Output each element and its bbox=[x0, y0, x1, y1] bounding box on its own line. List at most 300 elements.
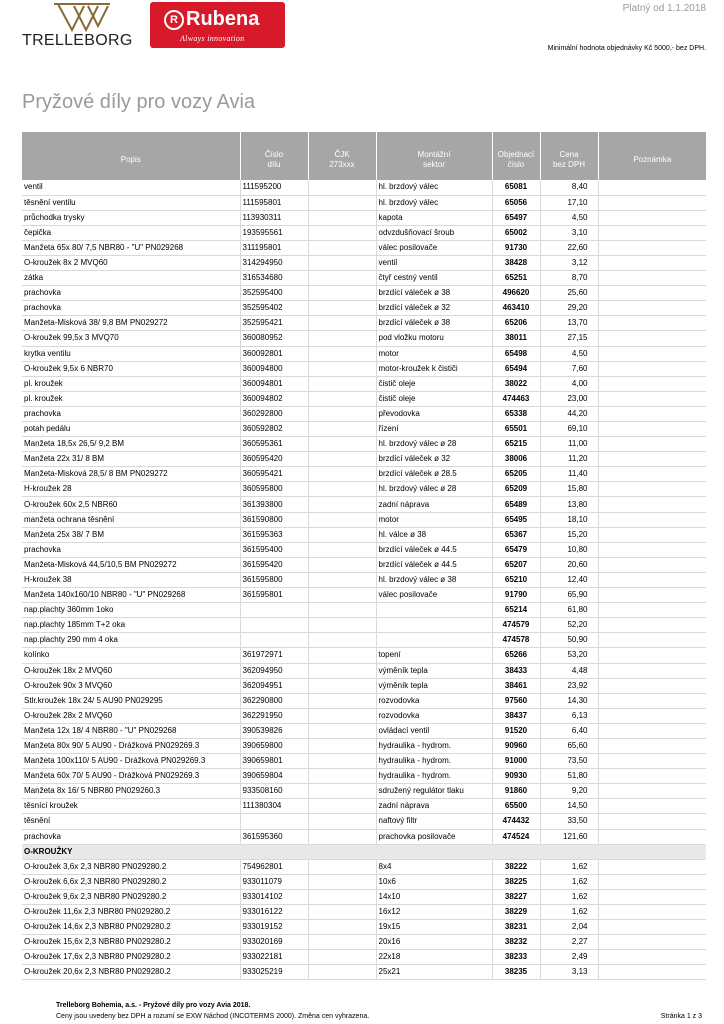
cell-dil: 360080952 bbox=[240, 331, 308, 346]
cell-cena: 4,00 bbox=[540, 376, 598, 391]
cell-popis: O-kroužek 6,6x 2,3 NBR80 PN029280.2 bbox=[22, 874, 240, 889]
cell-popis: O-kroužek 3,6x 2,3 NBR80 PN029280.2 bbox=[22, 859, 240, 874]
cell-cjk bbox=[308, 391, 376, 406]
cell-pozn bbox=[598, 829, 706, 844]
cell-cjk bbox=[308, 376, 376, 391]
cell-dil: 361595400 bbox=[240, 542, 308, 557]
cell-cjk bbox=[308, 648, 376, 663]
cell-cena: 3,10 bbox=[540, 225, 598, 240]
cell-obj: 463410 bbox=[492, 301, 540, 316]
cell-cjk bbox=[308, 316, 376, 331]
cell-dil bbox=[240, 814, 308, 829]
table-row bbox=[22, 754, 706, 769]
cell-cjk bbox=[308, 467, 376, 482]
rubena-logo-name: Rubena bbox=[186, 8, 260, 30]
cell-pozn bbox=[598, 633, 706, 648]
table-row bbox=[22, 859, 706, 874]
column-header-line2: sektor bbox=[423, 160, 445, 169]
cell-obj: 65081 bbox=[492, 180, 540, 195]
column-header bbox=[308, 132, 376, 180]
cell-pozn bbox=[598, 452, 706, 467]
rubena-logo bbox=[150, 2, 285, 48]
cell-cjk bbox=[308, 618, 376, 633]
cell-sektor: 8x4 bbox=[376, 859, 492, 874]
cell-pozn bbox=[598, 195, 706, 210]
cell-pozn bbox=[598, 240, 706, 255]
cell-dil bbox=[240, 633, 308, 648]
cell-sektor: hydraulika - hydrom. bbox=[376, 769, 492, 784]
cell-sektor: motor bbox=[376, 346, 492, 361]
trelleborg-logo-text: TRELLEBORG bbox=[22, 32, 133, 49]
cell-cjk bbox=[308, 935, 376, 950]
cell-dil: 113930311 bbox=[240, 210, 308, 225]
cell-obj: 38225 bbox=[492, 874, 540, 889]
column-header-line2: Poznámka bbox=[633, 155, 672, 164]
cell-sektor: válec posilovače bbox=[376, 588, 492, 603]
cell-sektor: brzdící váleček ø 38 bbox=[376, 316, 492, 331]
cell-obj: 38233 bbox=[492, 950, 540, 965]
cell-obj: 474578 bbox=[492, 633, 540, 648]
cell-cena: 23,92 bbox=[540, 678, 598, 693]
cell-obj: 91520 bbox=[492, 723, 540, 738]
cell-pozn bbox=[598, 422, 706, 437]
column-header-line2: dílu bbox=[267, 160, 281, 169]
cell-cena: 73,50 bbox=[540, 754, 598, 769]
cell-cjk bbox=[308, 663, 376, 678]
cell-cena: 14,30 bbox=[540, 693, 598, 708]
cell-cjk bbox=[308, 301, 376, 316]
cell-sektor: zadní náprava bbox=[376, 497, 492, 512]
cell-cjk bbox=[308, 482, 376, 497]
cell-dil: 361595801 bbox=[240, 588, 308, 603]
cell-obj: 38229 bbox=[492, 905, 540, 920]
cell-sektor: výměník tepla bbox=[376, 678, 492, 693]
cell-dil: 360595800 bbox=[240, 482, 308, 497]
cell-sektor: hydraulika - hydrom. bbox=[376, 754, 492, 769]
table-row bbox=[22, 557, 706, 572]
trelleborg-mark-icon bbox=[52, 2, 112, 32]
table-row bbox=[22, 935, 706, 950]
cell-popis: prachovka bbox=[22, 286, 240, 301]
cell-sektor: 16x12 bbox=[376, 905, 492, 920]
cell-cjk bbox=[308, 905, 376, 920]
column-header bbox=[22, 132, 240, 180]
cell-cena: 4,48 bbox=[540, 663, 598, 678]
cell-obj: 65497 bbox=[492, 210, 540, 225]
cell-popis: kolínko bbox=[22, 648, 240, 663]
table-row bbox=[22, 210, 706, 225]
cell-cena: 6,40 bbox=[540, 723, 598, 738]
cell-dil: 390659800 bbox=[240, 738, 308, 753]
cell-sektor: hl. brzdový válec ø 28 bbox=[376, 482, 492, 497]
cell-pozn bbox=[598, 603, 706, 618]
cell-obj: 91860 bbox=[492, 784, 540, 799]
cell-cena: 2,49 bbox=[540, 950, 598, 965]
cell-popis: O-kroužek 28x 2 MVQ60 bbox=[22, 708, 240, 723]
cell-cjk bbox=[308, 723, 376, 738]
table-row bbox=[22, 678, 706, 693]
cell-popis: Manžeta 60x 70/ 5 AU90 - Drážková PN029269.3 bbox=[22, 769, 240, 784]
cell-obj: 65214 bbox=[492, 603, 540, 618]
cell-popis: potah pedálu bbox=[22, 422, 240, 437]
cell-popis: nap.plachty 185mm T+2 oka bbox=[22, 618, 240, 633]
cell-dil: 360592802 bbox=[240, 422, 308, 437]
cell-popis: ventil bbox=[22, 180, 240, 195]
cell-pozn bbox=[598, 663, 706, 678]
cell-sektor: brzdící váleček ø 32 bbox=[376, 301, 492, 316]
cell-pozn bbox=[598, 738, 706, 753]
cell-pozn bbox=[598, 391, 706, 406]
price-table bbox=[22, 132, 706, 980]
cell-obj: 38006 bbox=[492, 452, 540, 467]
table-row bbox=[22, 663, 706, 678]
footer-note: Ceny jsou uvedeny bez DPH a rozumí se EXW Náchod (INCOTERMS 2000). Změna cen vyhrazena. bbox=[56, 1013, 370, 1020]
cell-sektor: hl. brzdový válec ø 28 bbox=[376, 437, 492, 452]
cell-cena: 1,62 bbox=[540, 874, 598, 889]
cell-cjk bbox=[308, 452, 376, 467]
rubena-badge-icon: R bbox=[164, 10, 184, 30]
cell-obj: 65056 bbox=[492, 195, 540, 210]
cell-pozn bbox=[598, 920, 706, 935]
table-row bbox=[22, 497, 706, 512]
cell-pozn bbox=[598, 225, 706, 240]
cell-dil: 111595200 bbox=[240, 180, 308, 195]
cell-popis: Manžeta 18,5x 26,5/ 9,2 BM bbox=[22, 437, 240, 452]
cell-dil: 361393800 bbox=[240, 497, 308, 512]
table-row bbox=[22, 271, 706, 286]
cell-pozn bbox=[598, 784, 706, 799]
cell-popis: H-kroužek 38 bbox=[22, 572, 240, 587]
table-row bbox=[22, 240, 706, 255]
cell-popis: H-kroužek 28 bbox=[22, 482, 240, 497]
cell-sektor: motor bbox=[376, 512, 492, 527]
cell-dil: 933011079 bbox=[240, 874, 308, 889]
cell-sektor: zadní náprava bbox=[376, 799, 492, 814]
cell-dil: 193595561 bbox=[240, 225, 308, 240]
cell-obj: 38437 bbox=[492, 708, 540, 723]
cell-pozn bbox=[598, 542, 706, 557]
cell-popis: pl. kroužek bbox=[22, 391, 240, 406]
cell-dil: 390659804 bbox=[240, 769, 308, 784]
cell-popis: pl. kroužek bbox=[22, 376, 240, 391]
cell-cena: 13,70 bbox=[540, 316, 598, 331]
cell-popis: O-kroužek 11,6x 2,3 NBR80 PN029280.2 bbox=[22, 905, 240, 920]
table-row bbox=[22, 180, 706, 195]
page-title: Pryžové díly pro vozy Avia bbox=[22, 91, 256, 113]
table-row bbox=[22, 482, 706, 497]
cell-cjk bbox=[308, 255, 376, 270]
cell-obj: 474463 bbox=[492, 391, 540, 406]
column-header-line1: Číslo bbox=[264, 150, 284, 159]
cell-pozn bbox=[598, 950, 706, 965]
cell-pozn bbox=[598, 799, 706, 814]
cell-pozn bbox=[598, 316, 706, 331]
cell-obj: 38235 bbox=[492, 965, 540, 980]
cell-sektor: čtyř cestný ventil bbox=[376, 271, 492, 286]
cell-cjk bbox=[308, 588, 376, 603]
cell-pozn bbox=[598, 255, 706, 270]
cell-obj: 97560 bbox=[492, 693, 540, 708]
table-row bbox=[22, 527, 706, 542]
table-row bbox=[22, 920, 706, 935]
cell-obj: 38227 bbox=[492, 889, 540, 904]
cell-pozn bbox=[598, 271, 706, 286]
cell-pozn bbox=[598, 905, 706, 920]
cell-dil: 361595363 bbox=[240, 527, 308, 542]
cell-pozn bbox=[598, 482, 706, 497]
cell-dil: 352595400 bbox=[240, 286, 308, 301]
table-row bbox=[22, 286, 706, 301]
cell-sektor: hl. brzdový válec ø 38 bbox=[376, 572, 492, 587]
cell-cena: 8,70 bbox=[540, 271, 598, 286]
table-row bbox=[22, 738, 706, 753]
cell-obj: 91000 bbox=[492, 754, 540, 769]
cell-dil: 933022181 bbox=[240, 950, 308, 965]
cell-popis: Manžeta 140x160/10 NBR80 - "U" PN029268 bbox=[22, 588, 240, 603]
section-row bbox=[22, 844, 706, 859]
table-row bbox=[22, 346, 706, 361]
cell-cena: 61,80 bbox=[540, 603, 598, 618]
cell-cjk bbox=[308, 829, 376, 844]
cell-sektor: sdružený regulátor tlaku bbox=[376, 784, 492, 799]
cell-pozn bbox=[598, 301, 706, 316]
cell-obj: 65266 bbox=[492, 648, 540, 663]
cell-obj: 65489 bbox=[492, 497, 540, 512]
cell-pozn bbox=[598, 512, 706, 527]
cell-cena: 11,00 bbox=[540, 437, 598, 452]
cell-cjk bbox=[308, 286, 376, 301]
table-body bbox=[22, 180, 706, 980]
table-row bbox=[22, 512, 706, 527]
cell-cjk bbox=[308, 799, 376, 814]
table-row bbox=[22, 588, 706, 603]
cell-pozn bbox=[598, 754, 706, 769]
cell-obj: 65501 bbox=[492, 422, 540, 437]
cell-obj: 38231 bbox=[492, 920, 540, 935]
cell-cena: 6,13 bbox=[540, 708, 598, 723]
table-row bbox=[22, 799, 706, 814]
cell-pozn bbox=[598, 648, 706, 663]
column-header-line2: bez DPH bbox=[552, 160, 585, 169]
cell-dil bbox=[240, 618, 308, 633]
cell-dil: 360094800 bbox=[240, 361, 308, 376]
cell-sektor: 25x21 bbox=[376, 965, 492, 980]
cell-sektor: ventil bbox=[376, 255, 492, 270]
cell-dil: 361595800 bbox=[240, 572, 308, 587]
cell-pozn bbox=[598, 588, 706, 603]
cell-obj: 38222 bbox=[492, 859, 540, 874]
cell-obj: 38433 bbox=[492, 663, 540, 678]
table-row bbox=[22, 225, 706, 240]
cell-dil: 754962801 bbox=[240, 859, 308, 874]
cell-cena: 7,60 bbox=[540, 361, 598, 376]
cell-cjk bbox=[308, 738, 376, 753]
cell-popis: nap.plachty 290 mm 4 oka bbox=[22, 633, 240, 648]
cell-dil: 933508160 bbox=[240, 784, 308, 799]
cell-sektor: brzdící váleček ø 44.5 bbox=[376, 557, 492, 572]
table-row bbox=[22, 391, 706, 406]
cell-cena: 53,20 bbox=[540, 648, 598, 663]
table-row bbox=[22, 814, 706, 829]
column-header bbox=[598, 132, 706, 180]
cell-sektor: řízení bbox=[376, 422, 492, 437]
cell-pozn bbox=[598, 618, 706, 633]
cell-dil: 933019152 bbox=[240, 920, 308, 935]
cell-sektor: motor-kroužek k čističi bbox=[376, 361, 492, 376]
table-row bbox=[22, 950, 706, 965]
table-row bbox=[22, 633, 706, 648]
cell-obj: 65479 bbox=[492, 542, 540, 557]
cell-dil: 111380304 bbox=[240, 799, 308, 814]
cell-obj: 38232 bbox=[492, 935, 540, 950]
cell-obj: 91730 bbox=[492, 240, 540, 255]
cell-pozn bbox=[598, 572, 706, 587]
cell-dil bbox=[240, 603, 308, 618]
cell-sektor: 10x6 bbox=[376, 874, 492, 889]
cell-cjk bbox=[308, 874, 376, 889]
cell-cena: 121,60 bbox=[540, 829, 598, 844]
table-row bbox=[22, 723, 706, 738]
cell-cjk bbox=[308, 603, 376, 618]
cell-sektor: odvzdušňovací šroub bbox=[376, 225, 492, 240]
table-row bbox=[22, 889, 706, 904]
cell-sektor: 19x15 bbox=[376, 920, 492, 935]
cell-popis: O-kroužek 8x 2 MVQ60 bbox=[22, 255, 240, 270]
cell-dil: 311195801 bbox=[240, 240, 308, 255]
cell-obj: 65205 bbox=[492, 467, 540, 482]
cell-cena: 17,10 bbox=[540, 195, 598, 210]
cell-pozn bbox=[598, 497, 706, 512]
cell-pozn bbox=[598, 467, 706, 482]
cell-pozn bbox=[598, 527, 706, 542]
cell-obj: 474579 bbox=[492, 618, 540, 633]
cell-sektor: hl. brzdový válec bbox=[376, 180, 492, 195]
cell-obj: 474432 bbox=[492, 814, 540, 829]
min-order-text: Minimální hodnota objednávky Kč 5000,- bez DPH. bbox=[547, 45, 706, 52]
table-row bbox=[22, 542, 706, 557]
table-row bbox=[22, 255, 706, 270]
cell-sektor: kapota bbox=[376, 210, 492, 225]
table-row bbox=[22, 316, 706, 331]
cell-popis: O-kroužek 90x 3 MVQ60 bbox=[22, 678, 240, 693]
cell-cjk bbox=[308, 437, 376, 452]
column-header bbox=[540, 132, 598, 180]
cell-cena: 2,27 bbox=[540, 935, 598, 950]
cell-cjk bbox=[308, 512, 376, 527]
cell-cjk bbox=[308, 422, 376, 437]
section-label: O-KROUŽKY bbox=[22, 844, 706, 859]
cell-dil: 360094801 bbox=[240, 376, 308, 391]
cell-cjk bbox=[308, 346, 376, 361]
cell-pozn bbox=[598, 693, 706, 708]
cell-dil: 361590800 bbox=[240, 512, 308, 527]
cell-obj: 38022 bbox=[492, 376, 540, 391]
cell-sektor: 22x18 bbox=[376, 950, 492, 965]
cell-obj: 65367 bbox=[492, 527, 540, 542]
cell-pozn bbox=[598, 361, 706, 376]
cell-dil: 111595801 bbox=[240, 195, 308, 210]
page-number: Stránka 1 z 3 bbox=[660, 1013, 702, 1020]
cell-cena: 10,80 bbox=[540, 542, 598, 557]
cell-dil: 352595421 bbox=[240, 316, 308, 331]
cell-cena: 11,40 bbox=[540, 467, 598, 482]
column-header-line1: ČJK bbox=[334, 150, 350, 159]
cell-sektor bbox=[376, 633, 492, 648]
cell-dil: 933025219 bbox=[240, 965, 308, 980]
cell-cena: 51,80 bbox=[540, 769, 598, 784]
table-row bbox=[22, 784, 706, 799]
table-row bbox=[22, 406, 706, 421]
cell-dil: 362290800 bbox=[240, 693, 308, 708]
cell-cjk bbox=[308, 210, 376, 225]
cell-cena: 11,20 bbox=[540, 452, 598, 467]
cell-sektor: hl. válce ø 38 bbox=[376, 527, 492, 542]
cell-cjk bbox=[308, 361, 376, 376]
cell-popis: O-kroužek 20,6x 2,3 NBR80 PN029280.2 bbox=[22, 965, 240, 980]
cell-cena: 8,40 bbox=[540, 180, 598, 195]
cell-obj: 65206 bbox=[492, 316, 540, 331]
cell-dil: 362094950 bbox=[240, 663, 308, 678]
cell-popis: zátka bbox=[22, 271, 240, 286]
cell-cena: 27,15 bbox=[540, 331, 598, 346]
cell-popis: Manžeta 100x110/ 5 AU90 - Drážková PN029269.3 bbox=[22, 754, 240, 769]
cell-dil: 352595402 bbox=[240, 301, 308, 316]
cell-cjk bbox=[308, 406, 376, 421]
table-row bbox=[22, 769, 706, 784]
cell-cjk bbox=[308, 708, 376, 723]
cell-cjk bbox=[308, 195, 376, 210]
table-row bbox=[22, 452, 706, 467]
cell-cjk bbox=[308, 331, 376, 346]
cell-obj: 65210 bbox=[492, 572, 540, 587]
cell-popis: těsnění bbox=[22, 814, 240, 829]
cell-obj: 65494 bbox=[492, 361, 540, 376]
valid-from-text: Platný od 1.1.2018 bbox=[622, 3, 706, 14]
cell-obj: 65251 bbox=[492, 271, 540, 286]
cell-popis: O-kroužek 18x 2 MVQ60 bbox=[22, 663, 240, 678]
cell-obj: 65338 bbox=[492, 406, 540, 421]
table-row bbox=[22, 905, 706, 920]
cell-cena: 50,90 bbox=[540, 633, 598, 648]
cell-obj: 474524 bbox=[492, 829, 540, 844]
table-row bbox=[22, 331, 706, 346]
cell-pozn bbox=[598, 437, 706, 452]
cell-sektor: rozvodovka bbox=[376, 693, 492, 708]
cell-popis: Manžeta-Misková 28,5/ 8 BM PN029272 bbox=[22, 467, 240, 482]
cell-cjk bbox=[308, 633, 376, 648]
cell-cena: 3,12 bbox=[540, 255, 598, 270]
cell-sektor: výměník tepla bbox=[376, 663, 492, 678]
table-row bbox=[22, 361, 706, 376]
cell-cena: 44,20 bbox=[540, 406, 598, 421]
cell-cjk bbox=[308, 225, 376, 240]
cell-dil: 933016122 bbox=[240, 905, 308, 920]
cell-obj: 65215 bbox=[492, 437, 540, 452]
cell-popis: prachovka bbox=[22, 829, 240, 844]
cell-pozn bbox=[598, 346, 706, 361]
cell-cena: 18,10 bbox=[540, 512, 598, 527]
cell-dil: 316534680 bbox=[240, 271, 308, 286]
cell-sektor: hl. brzdový válec bbox=[376, 195, 492, 210]
cell-popis: O-kroužek 17,6x 2,3 NBR80 PN029280.2 bbox=[22, 950, 240, 965]
cell-popis: O-kroužek 60x 2,5 NBR60 bbox=[22, 497, 240, 512]
table-row bbox=[22, 829, 706, 844]
cell-popis: nap.plachty 360mm 1oko bbox=[22, 603, 240, 618]
cell-cjk bbox=[308, 572, 376, 587]
cell-cjk bbox=[308, 814, 376, 829]
cell-dil: 360595421 bbox=[240, 467, 308, 482]
cell-dil: 361595360 bbox=[240, 829, 308, 844]
